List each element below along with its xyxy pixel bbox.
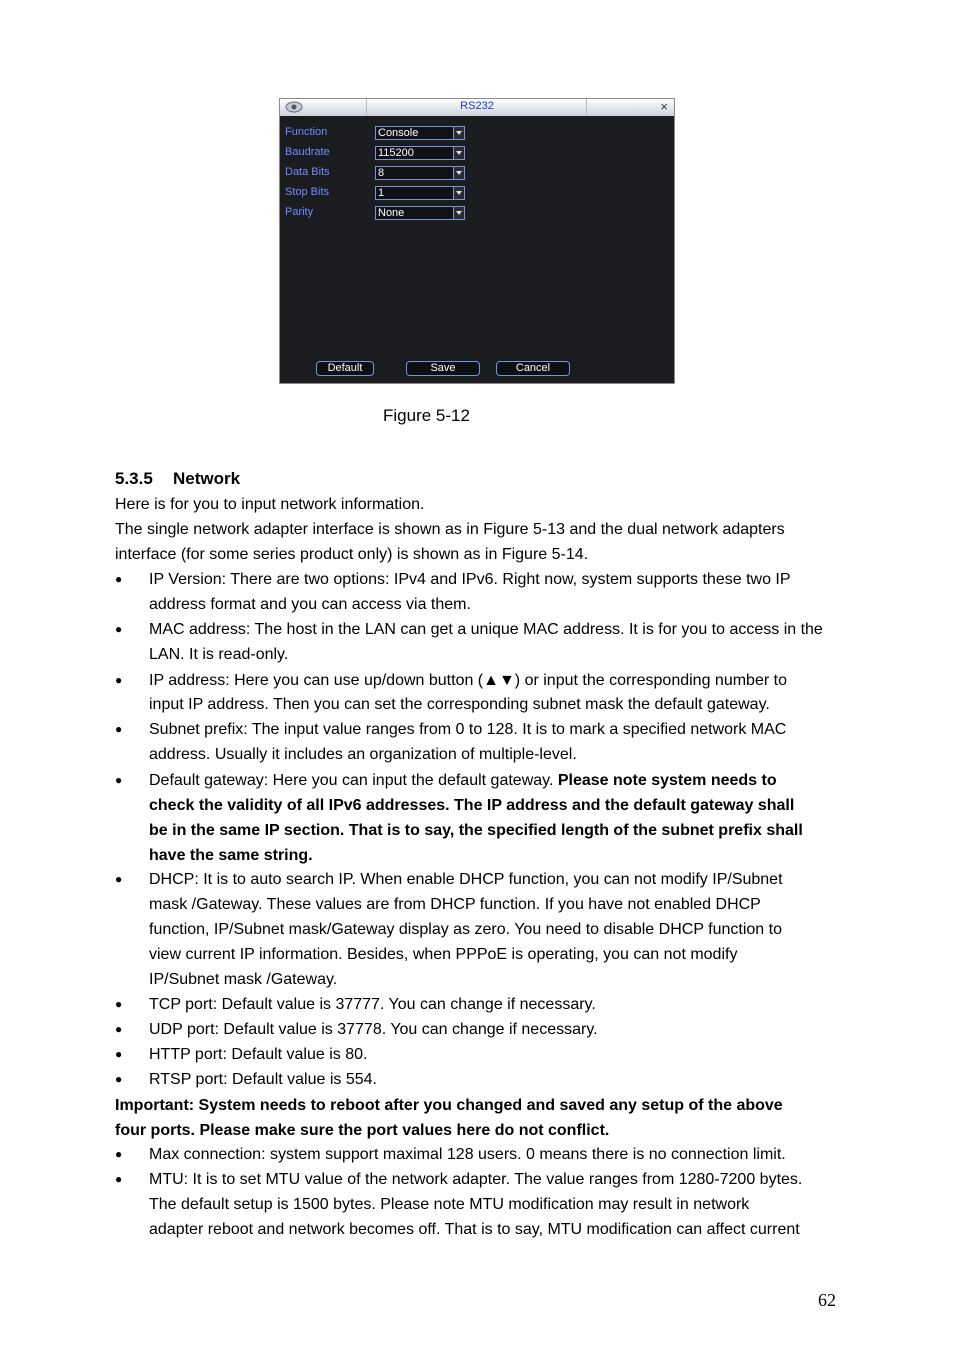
intro-paragraph: Here is for you to input network information.: [115, 496, 425, 513]
text-line: LAN. It is read-only.: [149, 646, 289, 663]
chevron-down-icon[interactable]: [453, 167, 464, 179]
text-line: DHCP: It is to auto search IP. When enable DHCP function, you can not modify IP/Subnet: [149, 871, 783, 888]
text-line: address. Usually it includes an organization of multiple-level.: [149, 746, 577, 763]
rtsp-port-text: RTSP port: Default value is 554.: [149, 1071, 377, 1088]
function-select[interactable]: [375, 126, 465, 140]
text-line: [149, 768, 875, 793]
text-line: view current IP information. Besides, when PPPoE is operating, you can not modify: [149, 946, 738, 963]
data-bits-label: Data Bits: [285, 166, 330, 178]
text-line: adapter reboot and network becomes off. That is to say, MTU modification can affect current: [149, 1221, 800, 1238]
adapter-paragraph-line-2: interface (for some series product only) is shown as in Figure 5-14.: [115, 546, 589, 563]
stop-bits-label: Stop Bits: [285, 186, 330, 198]
ip-address-text: [149, 668, 875, 717]
baudrate-select[interactable]: [375, 146, 465, 160]
data-bits-select[interactable]: [375, 166, 465, 180]
important-note-line-2: four ports. Please make sure the port values here do not conflict.: [115, 1122, 610, 1139]
text-line: IP address: Here you can use up/down button (▲▼) or input the corresponding number to: [149, 672, 787, 689]
parity-value: None: [378, 207, 405, 219]
mtu-text: [149, 1167, 875, 1242]
parity-label: Parity: [285, 206, 314, 218]
page-number: 62: [818, 1290, 836, 1310]
http-port-text: HTTP port: Default value is 80.: [149, 1046, 368, 1063]
bullet-icon: ●: [115, 1072, 123, 1086]
save-button[interactable]: Save: [406, 361, 480, 376]
figure-caption: Figure 5-12: [383, 406, 470, 425]
text-line: MAC address: The host in the LAN can get a unique MAC address. It is for you to access in the: [149, 621, 823, 638]
text-line: check the validity of all IPv6 addresses. The IP address and the default gateway shall: [149, 797, 795, 814]
rs232-dialog: [279, 98, 675, 384]
chevron-down-icon[interactable]: [453, 187, 464, 199]
dialog-titlebar: [280, 99, 674, 116]
bullet-icon: ●: [115, 1172, 123, 1186]
ip-version-text: [149, 567, 875, 617]
bullet-icon: ●: [115, 673, 123, 687]
bullet-icon: ●: [115, 1047, 123, 1061]
tcp-port-text: TCP port: Default value is 37777. You can change if necessary.: [149, 996, 596, 1013]
default-button[interactable]: Default: [316, 361, 374, 376]
adapter-paragraph-line-1: The single network adapter interface is shown as in Figure 5-13 and the dual network adapters: [115, 521, 785, 538]
cancel-button[interactable]: Cancel: [496, 361, 570, 376]
baudrate-value: 115200: [378, 147, 414, 159]
text-line: Subnet prefix: The input value ranges from 0 to 128. It is to mark a specified network MAC: [149, 721, 787, 738]
stop-bits-select[interactable]: [375, 186, 465, 200]
text-line: be in the same IP section. That is to say, the specified length of the subnet prefix shall: [149, 822, 803, 839]
text-line: mask /Gateway. These values are from DHCP function. If you have not enabled DHCP: [149, 896, 761, 913]
text-line: address format and you can access via them.: [149, 596, 471, 613]
important-note-line-1: Important: System needs to reboot after you changed and saved any setup of the above: [115, 1097, 783, 1114]
bullet-icon: ●: [115, 773, 123, 787]
gateway-bold-text: Please note system needs to: [557, 772, 777, 789]
dialog-panel: [280, 116, 674, 383]
bullet-icon: ●: [115, 572, 123, 586]
text-line: IP/Subnet mask /Gateway.: [149, 971, 338, 988]
text-line: input IP address. Then you can set the corresponding subnet mask the default gateway.: [149, 696, 770, 713]
close-icon[interactable]: ×: [660, 99, 668, 114]
bullet-icon: ●: [115, 722, 123, 736]
parity-select[interactable]: [375, 206, 465, 220]
section-number: 5.3.5: [115, 469, 153, 488]
text-line: The default setup is 1500 bytes. Please note MTU modification may result in network: [149, 1196, 750, 1213]
bullet-icon: ●: [115, 872, 123, 886]
gateway-normal-text: Default gateway: Here you can input the default gateway.: [149, 772, 558, 789]
chevron-down-icon[interactable]: [453, 207, 464, 219]
chevron-down-icon[interactable]: [453, 147, 464, 159]
bullet-icon: ●: [115, 1147, 123, 1161]
text-line: function, IP/Subnet mask/Gateway display as zero. You need to disable DHCP function to: [149, 921, 782, 938]
text-line: MTU: It is to set MTU value of the network adapter. The value ranges from 1280-7200 bytes.: [149, 1171, 803, 1188]
section-heading: [115, 469, 240, 489]
bullet-icon: ●: [115, 997, 123, 1011]
subnet-prefix-text: [149, 717, 875, 767]
default-gateway-text: [149, 768, 875, 868]
text-line: IP Version: There are two options: IPv4 and IPv6. Right now, system supports these two IP: [149, 571, 791, 588]
max-connection-text: Max connection: system support maximal 128 users. 0 means there is no connection limit.: [149, 1146, 786, 1163]
dhcp-text: [149, 867, 875, 992]
data-bits-value: 8: [378, 167, 385, 179]
function-value: Console: [378, 127, 419, 139]
bullet-icon: ●: [115, 1022, 123, 1036]
baudrate-label: Baudrate: [285, 146, 330, 158]
chevron-down-icon[interactable]: [453, 127, 464, 139]
bullet-icon: ●: [115, 622, 123, 636]
function-label: Function: [285, 126, 328, 138]
dialog-title: RS232: [460, 100, 494, 112]
mac-address-text: [149, 617, 875, 667]
section-title: Network: [173, 469, 241, 488]
udp-port-text: UDP port: Default value is 37778. You can change if necessary.: [149, 1021, 598, 1038]
text-line: have the same string.: [149, 847, 313, 864]
stop-bits-value: 1: [378, 187, 385, 199]
